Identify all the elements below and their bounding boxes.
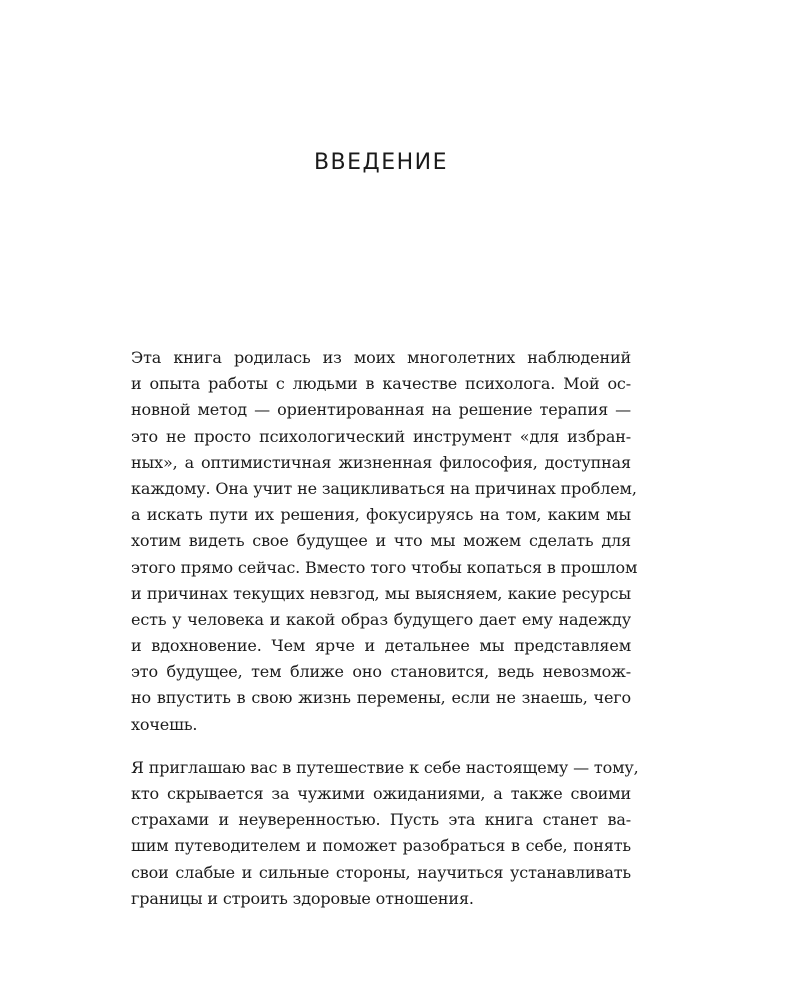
paragraph-gap bbox=[131, 738, 631, 755]
text-line: хочешь. bbox=[131, 714, 198, 734]
body-text bbox=[131, 345, 639, 912]
text-line: новной метод — ориентированная на решение терапия — bbox=[131, 400, 631, 420]
text-line: страхами и неуверенностью. Пусть эта книга станет ва- bbox=[131, 810, 631, 830]
text-line: хотим видеть свое будущее и что мы можем сделать для bbox=[131, 531, 631, 551]
text-line: но впустить в свою жизнь перемены, если не знаешь, чего bbox=[131, 688, 631, 708]
text-line: есть у человека и какой образ будущего дает ему надежду bbox=[131, 609, 631, 629]
text-line: свои слабые и сильные стороны, научиться устанавливать bbox=[131, 862, 631, 882]
text-line: границы и строить здоровые отношения. bbox=[131, 888, 474, 908]
text-line: это будущее, тем ближе оно становится, ведь невозмож- bbox=[131, 662, 631, 682]
text-line: а искать пути их решения, фокусируясь на том, каким мы bbox=[131, 505, 631, 525]
text-line: Я приглашаю вас в путешествие к себе настоящему — тому, bbox=[131, 757, 639, 777]
paragraph-2 bbox=[131, 755, 639, 912]
text-line: и причинах текущих невзгод, мы выясняем, какие ресурсы bbox=[131, 583, 631, 603]
text-line: шим путеводителем и поможет разобраться в себе, понять bbox=[131, 836, 631, 856]
text-line: этого прямо сейчас. Вместо того чтобы копаться в прошлом bbox=[131, 557, 638, 577]
paragraph-1 bbox=[131, 345, 638, 738]
text-line: ных», а оптимистичная жизненная философия, доступная bbox=[131, 452, 631, 472]
text-line: и опыта работы с людьми в качестве психолога. Мой ос- bbox=[131, 374, 631, 394]
text-line: Эта книга родилась из моих многолетних наблюдений bbox=[131, 348, 631, 367]
text-line: каждому. Она учит не зацикливаться на причинах проблем, bbox=[131, 478, 637, 498]
chapter-title: ВВЕДЕНИЕ bbox=[313, 150, 449, 175]
text-line: и вдохновение. Чем ярче и детальнее мы представляем bbox=[131, 636, 631, 656]
text-line: кто скрывается за чужими ожиданиями, а также своими bbox=[131, 784, 631, 803]
text-line: это не просто психологический инструмент «для избран- bbox=[131, 426, 631, 446]
